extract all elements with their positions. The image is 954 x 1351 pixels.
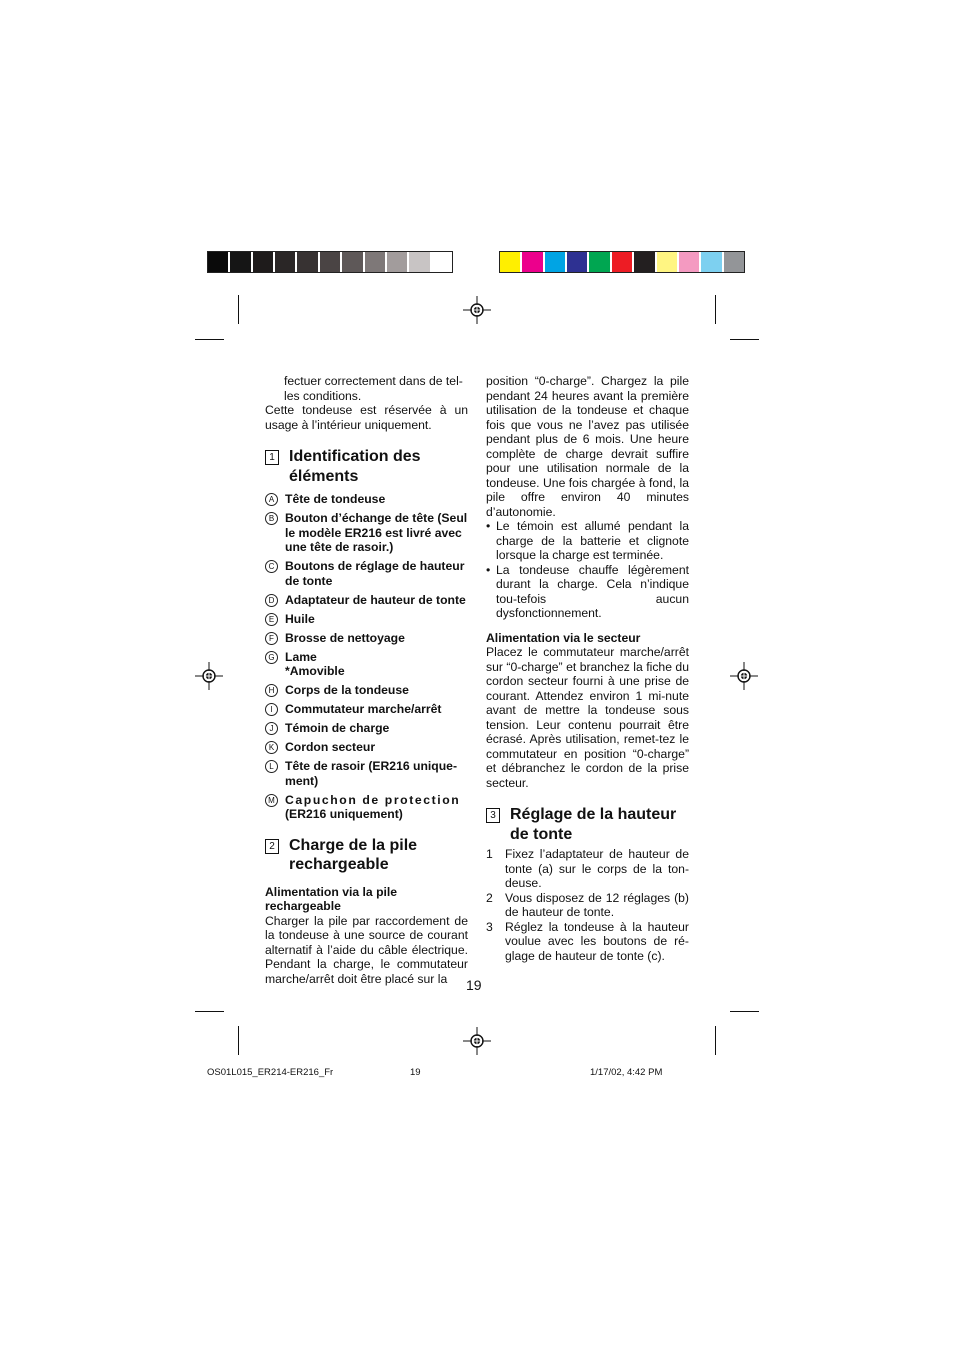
slug-page: 19 — [410, 1067, 421, 1078]
crop-mark — [195, 1011, 224, 1012]
circled-letter-icon: I — [265, 703, 278, 716]
circled-letter-icon: M — [265, 794, 278, 807]
element-label: Tête de tondeuse — [285, 492, 386, 506]
element-note: *Amovible — [285, 664, 345, 678]
circled-letter-icon: E — [265, 613, 278, 626]
charge-notes-list — [486, 519, 689, 621]
element-item — [265, 511, 468, 555]
crop-mark — [238, 1026, 239, 1055]
element-label: Corps de la tondeuse — [285, 683, 409, 697]
color-swatch — [275, 252, 297, 272]
crop-mark — [195, 339, 224, 340]
color-swatch — [342, 252, 364, 272]
list-item: 2 Vous disposez de 12 réglages (b) de hauteur de tonte. — [486, 890, 689, 919]
element-item — [265, 593, 468, 608]
circled-letter-icon: F — [265, 632, 278, 645]
registration-mark-icon — [463, 1027, 491, 1055]
circled-letter-icon: D — [265, 594, 278, 607]
color-swatch — [253, 252, 275, 272]
color-swatch — [657, 252, 679, 272]
element-item — [265, 721, 468, 736]
section-number-box: 1 — [265, 450, 279, 465]
color-swatch — [365, 252, 387, 272]
section-2-heading — [265, 836, 468, 875]
list-item: 3 Réglez la tondeuse à la hauteur voulue avec les boutons de ré-glage de hauteur de tonte (c). — [486, 919, 689, 963]
color-swatch — [409, 252, 431, 272]
battery-paragraph: Charger la pile par raccordement de la tondeuse à une source de courant alternatif à l’aide du câble électrique. Pendant la charge, le commutateur marche/arrêt doit être placé sur la — [265, 913, 468, 986]
registration-mark-icon — [463, 296, 491, 324]
battery-subheading: Alimentation via la pile rechargeable — [265, 884, 398, 913]
crop-mark — [730, 1011, 759, 1012]
bullet-icon: • — [486, 562, 491, 577]
slug-filename: OS01L015_ER214-ER216_Fr — [207, 1067, 334, 1078]
element-label: Brosse de nettoyage — [285, 630, 405, 645]
element-item — [265, 740, 468, 755]
color-swatch — [679, 252, 701, 272]
intro-paragraph: Cette tondeuse est réservée à un usage à l’intérieur uniquement. — [265, 403, 468, 432]
section-number-box: 2 — [265, 839, 279, 854]
crop-mark — [730, 339, 759, 340]
element-label: Huile — [285, 611, 315, 626]
element-item — [265, 759, 468, 788]
color-swatch — [545, 252, 567, 272]
circled-letter-icon: B — [265, 512, 278, 525]
elements-list — [265, 492, 468, 822]
intro-continuation: fectuer correctement dans de tel-les conditions. — [284, 374, 463, 403]
circled-letter-icon: H — [265, 684, 278, 697]
circled-letter-icon: J — [265, 722, 278, 735]
height-steps-list — [486, 847, 689, 963]
color-swatch — [522, 252, 544, 272]
color-swatch — [208, 252, 230, 272]
element-item — [265, 650, 468, 679]
crop-mark — [238, 295, 239, 324]
element-label: Commutateur marche/arrêt — [285, 702, 442, 716]
list-item: • Le témoin est allumé pendant la charge de la batterie et clignote lorsque la charge est terminée. — [486, 519, 689, 562]
circled-letter-icon: L — [265, 760, 278, 773]
element-label: Lame — [285, 649, 317, 664]
element-item — [265, 702, 468, 717]
list-item: 1 Fixez l’adaptateur de hauteur de tonte (a) sur le corps de la ton-deuse. — [486, 847, 689, 890]
color-swatch — [320, 252, 342, 272]
element-label: Cordon secteur — [285, 740, 376, 754]
section-title: Identification des éléments — [289, 448, 421, 485]
right-column — [486, 374, 689, 963]
registration-mark-icon — [730, 662, 758, 690]
circled-letter-icon: A — [265, 493, 278, 506]
element-label: Témoin de charge — [285, 721, 390, 735]
element-item — [265, 492, 468, 507]
bullet-icon: • — [486, 519, 491, 533]
element-item — [265, 612, 468, 627]
color-swatch — [230, 252, 252, 272]
grayscale-color-bar — [207, 251, 453, 273]
registration-mark-icon — [195, 662, 223, 690]
color-swatch — [612, 252, 634, 272]
color-swatch — [500, 252, 522, 272]
list-item: • La tondeuse chauffe légèrement durant la charge. Cela n’indique tou-tefois aucun dysfonctionnement. — [486, 562, 689, 620]
element-item — [265, 793, 468, 822]
circled-letter-icon: C — [265, 560, 278, 573]
section-3-heading — [486, 805, 689, 844]
section-number-box: 3 — [486, 808, 500, 823]
slug-date: 1/17/02, 4:42 PM — [590, 1067, 663, 1078]
process-color-bar — [499, 251, 745, 273]
element-item — [265, 631, 468, 646]
color-swatch — [432, 252, 452, 272]
color-swatch — [701, 252, 723, 272]
color-swatch — [297, 252, 319, 272]
crop-mark — [715, 1026, 716, 1055]
element-label: Adaptateur de hauteur de tonte — [285, 592, 466, 607]
circled-letter-icon: K — [265, 741, 278, 754]
color-swatch — [387, 252, 409, 272]
mains-paragraph: Placez le commutateur marche/arrêt sur “0-charge” et branchez la fiche du cordon secteur fourni à une prise de courant. Attendez environ 1 mi-nute avant de mettre la tondeuse sous tension. Leur contenu pourrait être écrasé. Après utilisation, remet-tez le commutateur en position “0-charge” et débranchez le cordon de la prise secteur. — [486, 645, 689, 790]
left-column — [265, 374, 468, 986]
element-note: (ER216 uniquement) — [285, 807, 403, 821]
color-swatch — [589, 252, 611, 272]
mains-subheading: Alimentation via le secteur — [486, 630, 641, 645]
color-swatch — [567, 252, 589, 272]
section-1-heading — [265, 447, 468, 486]
element-label: Capuchon de protection — [285, 792, 461, 807]
element-item — [265, 683, 468, 698]
page-number: 19 — [466, 977, 482, 993]
element-item — [265, 559, 468, 588]
charge-paragraph: position “0-charge”. Chargez la pile pendant 24 heures avant la première utilisation de la tondeuse et chaque fois que vous ne l’avez pas utilisée pendant plus de 6 mois. Une heure complète de charge devrait suffire pour une utilisation normale de la tondeuse. Une fois chargée à fond, la pile offre environ 40 minutes d’autonomie. — [486, 374, 689, 519]
element-label: Boutons de réglage de hauteur de tonte — [285, 559, 465, 588]
circled-letter-icon: G — [265, 651, 278, 664]
crop-mark — [715, 295, 716, 324]
section-title: Charge de la pile rechargeable — [289, 836, 418, 873]
color-swatch — [724, 252, 744, 272]
element-label: Bouton d’échange de tête (Seul le modèle ER216 est livré avec une tête de rasoir.) — [285, 511, 468, 554]
element-label: Tête de rasoir (ER216 unique-ment) — [285, 759, 458, 788]
color-swatch — [634, 252, 656, 272]
section-title: Réglage de la hauteur de tonte — [510, 806, 677, 843]
